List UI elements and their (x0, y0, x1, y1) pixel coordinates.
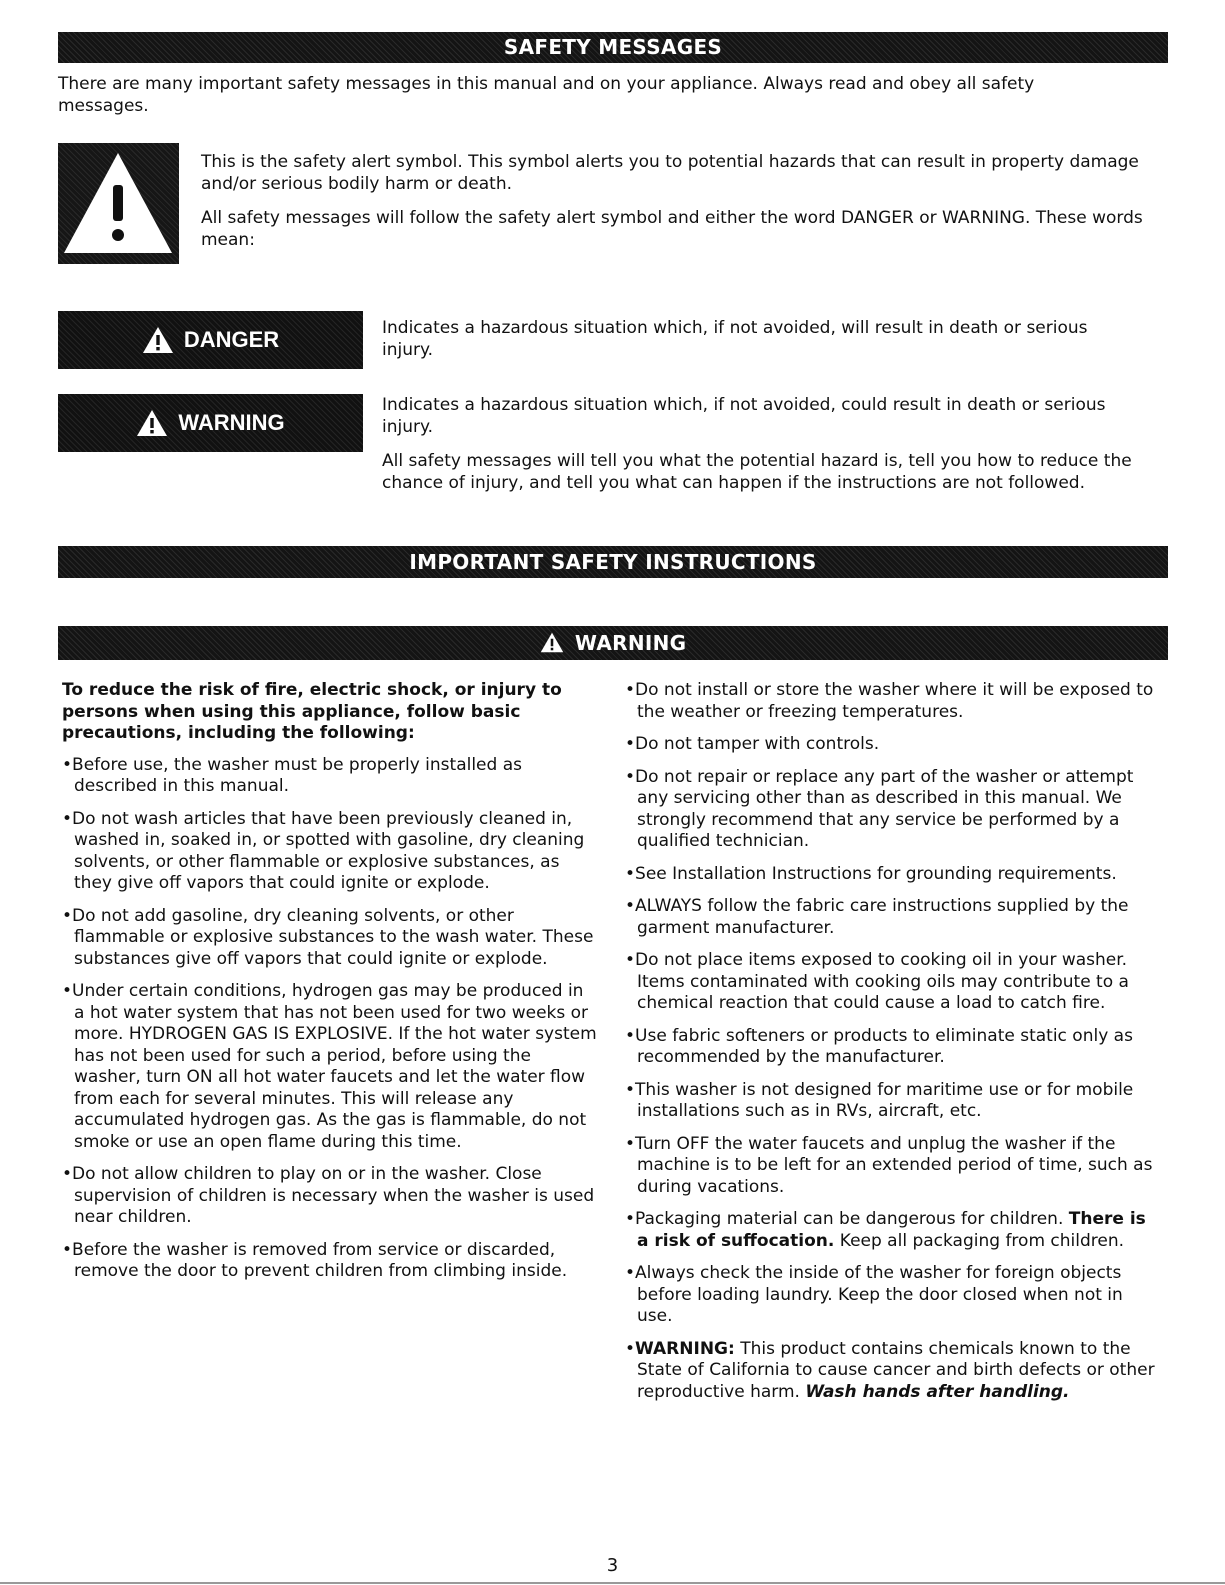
list-item: •Do not repair or replace any part of the washer or attempt any servicing other than as described in this manual. We strongly recommend that any service be performed by a qualified technician. (625, 766, 1134, 851)
section-title: SAFETY MESSAGES (503, 35, 723, 59)
list-item: •Do not tamper with controls. (625, 734, 880, 754)
intro-text: There are many important safety messages in this manual and on your appliance. Always read and obey all safety messages. (58, 74, 1035, 116)
danger-signal-word (58, 311, 363, 369)
warning-banner-label: WARNING (574, 631, 687, 655)
wash-hands-notice: Wash hands after handling. (805, 1381, 1070, 1402)
alert-symbol-text-1: This is the safety alert symbol. This symbol alerts you to potential hazards that can result in property damage and/or serious bodily harm or death. (201, 152, 1139, 194)
prop65-label: WARNING: (635, 1338, 735, 1359)
prop65-warning: •WARNING: This product contains chemicals known to the State of California to cause cancer and birth defects or other reproductive harm. Wash hands after handling. (625, 1338, 1155, 1402)
list-item: •Under certain conditions, hydrogen gas may be produced in a hot water system that has not been used for two weeks or more. HYDROGEN GAS IS EXPLOSIVE. If the hot water system has not been used for such a period, before using the washer, turn ON all hot water faucets and let the water flow from each for several minutes. This will release any accumulated hydrogen gas. As the gas is flammable, do not smoke or use an open flame during this time. (62, 981, 597, 1152)
safety-messages-header (58, 32, 1168, 63)
suffocation-warning: There is a risk of suffocation. (637, 1209, 1146, 1251)
alert-triangle-icon (136, 409, 168, 437)
left-column (62, 680, 597, 1294)
alert-symbol-text-2: All safety messages will follow the safety alert symbol and either the word DANGER or WARNING. These words mean: (201, 208, 1143, 250)
warning-definition: Indicates a hazardous situation which, if not avoided, could result in death or serious injury. (382, 395, 1106, 437)
safety-alert-symbol (58, 143, 179, 264)
list-item: •ALWAYS follow the fabric care instructions supplied by the garment manufacturer. (625, 896, 1129, 938)
list-item: •Do not install or store the washer where it will be exposed to the weather or freezing temperatures. (625, 680, 1154, 722)
list-item: •This washer is not designed for maritime use or for mobile installations such as in RVs, aircraft, etc. (625, 1079, 1134, 1121)
bottom-rule (0, 1582, 1225, 1584)
warning-label: WARNING (178, 410, 285, 435)
list-item: •See Installation Instructions for grounding requirements. (625, 863, 1117, 884)
alert-triangle-icon (540, 632, 564, 653)
list-item-packaging: •Packaging material can be dangerous for children. There is a risk of suffocation. Keep all packaging from children. (625, 1209, 1146, 1251)
all-messages-text: All safety messages will tell you what the potential hazard is, tell you how to reduce the chance of injury, and tell you what can happen if the instructions are not followed. (382, 451, 1132, 493)
precautions-lead: To reduce the risk of fire, electric shock, or injury to persons when using this appliance, follow basic precautions, including the following: (62, 680, 562, 743)
warning-signal-word (58, 394, 363, 452)
alert-triangle-icon (142, 326, 174, 354)
section-title: IMPORTANT SAFETY INSTRUCTIONS (409, 550, 817, 574)
warning-banner (58, 626, 1168, 660)
safety-alert-triangle-icon (58, 143, 179, 264)
danger-definition: Indicates a hazardous situation which, if not avoided, will result in death or serious injury. (382, 318, 1088, 360)
page-number: 3 (606, 1555, 619, 1576)
list-item: •Do not place items exposed to cooking oil in your washer. Items contaminated with cooking oils may contribute to a chemical reaction that could cause a load to catch fire. (625, 950, 1129, 1013)
list-item: •Turn OFF the water faucets and unplug the washer if the machine is to be left for an extended period of time, such as during vacations. (625, 1133, 1153, 1197)
list-item: •Do not allow children to play on or in the washer. Close supervision of children is necessary when the washer is used near children. (62, 1164, 595, 1227)
important-safety-instructions-header (58, 546, 1168, 578)
list-item: •Before the washer is removed from service or discarded, remove the door to prevent children from climbing inside. (62, 1239, 568, 1281)
right-column (625, 680, 1160, 1414)
list-item: •Always check the inside of the washer for foreign objects before loading laundry. Keep the door closed when not in use. (625, 1263, 1123, 1326)
danger-label: DANGER (183, 327, 280, 352)
list-item: •Do not wash articles that have been previously cleaned in, washed in, soaked in, or spotted with gasoline, dry cleaning solvents, or other flammable or explosive substances, as they give off vapors that could ignite or explode. (62, 808, 585, 893)
list-item: •Do not add gasoline, dry cleaning solvents, or other flammable or explosive substances to the wash water. These substances give off vapors that could ignite or explode. (62, 905, 594, 969)
list-item: •Before use, the washer must be properly installed as described in this manual. (62, 754, 522, 796)
list-item: •Use fabric softeners or products to eliminate static only as recommended by the manufacturer. (625, 1025, 1133, 1067)
